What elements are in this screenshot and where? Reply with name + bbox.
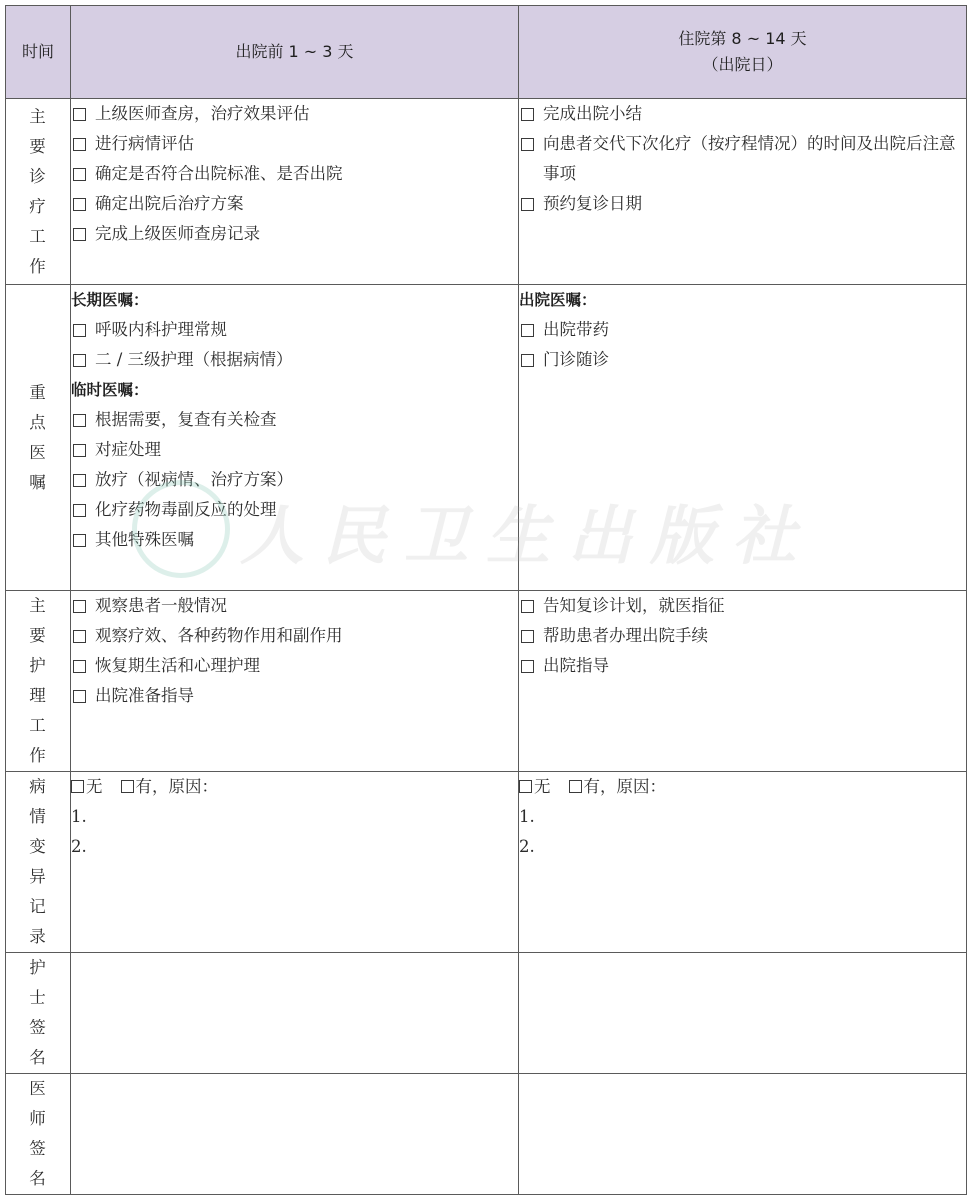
row-label-diagnosis <box>6 99 71 285</box>
doctor-signature-day-field[interactable] <box>519 1074 967 1195</box>
checklist-text: 告知复诊计划，就医指征 <box>543 596 725 615</box>
checkbox[interactable] <box>73 324 86 337</box>
header-pre-discharge: 出院前 1 ~ 3 天 <box>71 6 519 99</box>
doctor-signature-pre-field[interactable] <box>71 1074 519 1195</box>
checklist-item <box>71 159 518 189</box>
cell-orders-day <box>519 285 967 591</box>
checklist-text: 完成出院小结 <box>543 104 642 123</box>
checklist-text: 确定出院后治疗方案 <box>95 194 244 213</box>
label-line: 主要 <box>29 596 47 645</box>
checklist-text: 放疗（视病情、治疗方案） <box>95 470 293 489</box>
row-variance <box>6 772 967 953</box>
label-line: 护士 <box>29 958 47 1007</box>
checklist-item <box>519 189 966 219</box>
checkbox[interactable] <box>521 108 534 121</box>
cell-variance-pre <box>71 772 519 953</box>
checkbox[interactable] <box>521 324 534 337</box>
checkbox[interactable] <box>521 138 534 151</box>
row-nursing <box>6 591 967 772</box>
label-line: 记录 <box>29 897 47 946</box>
header-time: 时间 <box>6 6 71 99</box>
variance-reason-1[interactable]: 1. <box>71 807 87 826</box>
checklist-text: 观察疗效、各种药物作用和副作用 <box>95 626 343 645</box>
checklist-item <box>519 591 966 621</box>
checkbox-yes[interactable] <box>569 780 582 793</box>
row-nurse-signature <box>6 953 967 1074</box>
label-line: 护理 <box>29 656 47 705</box>
label-line: 点 <box>29 412 47 432</box>
checklist-item <box>71 219 518 249</box>
checklist-text: 确定是否符合出院标准、是否出院 <box>95 164 343 183</box>
checklist-item <box>71 465 518 495</box>
checklist-text: 出院指导 <box>543 656 609 675</box>
checklist-text: 门诊随诊 <box>543 350 609 369</box>
publisher-watermark: 人民卫生出版社 <box>240 499 814 574</box>
checkbox[interactable] <box>73 414 86 427</box>
checklist-item <box>71 651 518 681</box>
nurse-signature-day-field[interactable] <box>519 953 967 1074</box>
checkbox[interactable] <box>73 690 86 703</box>
variance-options <box>519 772 966 802</box>
cell-nursing-pre <box>71 591 519 772</box>
checklist-text: 出院准备指导 <box>95 686 194 705</box>
clinical-pathway-page <box>5 5 965 1188</box>
checklist-text: 呼吸内科护理常规 <box>95 320 227 339</box>
label-line: 医 <box>29 442 47 462</box>
checkbox[interactable] <box>521 630 534 643</box>
cell-nursing-day <box>519 591 967 772</box>
clinical-pathway-table <box>5 5 967 1195</box>
checkbox[interactable] <box>73 630 86 643</box>
row-label-nursing <box>6 591 71 772</box>
checklist-text: 其他特殊医嘱 <box>95 530 194 549</box>
option-none-label: 无 <box>534 777 551 796</box>
checkbox[interactable] <box>73 138 86 151</box>
checklist-text: 上级医师查房，治疗效果评估 <box>95 104 310 123</box>
checkbox-yes[interactable] <box>121 780 134 793</box>
long-term-orders-title: 长期医嘱： <box>71 291 149 309</box>
checklist-item <box>71 681 518 711</box>
checklist-item <box>519 345 966 375</box>
cell-variance-day <box>519 772 967 953</box>
nurse-signature-pre-field[interactable] <box>71 953 519 1074</box>
checklist-item <box>519 621 966 651</box>
checklist-item <box>71 435 518 465</box>
option-yes-label: 有，原因： <box>583 777 666 796</box>
checklist-item <box>519 99 966 129</box>
label-line: 重 <box>29 382 47 402</box>
checkbox[interactable] <box>521 600 534 613</box>
row-diagnosis <box>6 99 967 285</box>
checklist-text: 恢复期生活和心理护理 <box>95 656 260 675</box>
option-yes-label: 有，原因： <box>135 777 218 796</box>
label-line: 签名 <box>29 1139 47 1188</box>
checkbox[interactable] <box>73 198 86 211</box>
discharge-orders-title: 出院医嘱： <box>519 291 597 309</box>
checklist-item <box>71 621 518 651</box>
header-discharge-day-line2: （出院日） <box>702 55 783 74</box>
checklist-item <box>519 315 966 345</box>
header-row <box>6 6 967 99</box>
checklist-item <box>519 651 966 681</box>
checkbox[interactable] <box>73 228 86 241</box>
checklist-item <box>71 345 518 375</box>
label-line: 病情 <box>29 777 47 826</box>
checklist-text: 对症处理 <box>95 440 161 459</box>
header-discharge-day <box>519 6 967 99</box>
row-doctor-signature <box>6 1074 967 1195</box>
checklist-item <box>71 129 518 159</box>
checkbox[interactable] <box>73 444 86 457</box>
label-line: 签名 <box>29 1018 47 1067</box>
checklist-item <box>71 495 518 525</box>
checklist-text: 二 / 三级护理（根据病情） <box>95 350 293 369</box>
checkbox-none[interactable] <box>71 780 84 793</box>
checkbox[interactable] <box>73 660 86 673</box>
checklist-text: 向患者交代下次化疗（按疗程情况）的时间及出院后注意事项 <box>543 134 956 183</box>
checklist-text: 根据需要，复查有关检查 <box>95 410 277 429</box>
variance-reason-1[interactable]: 1. <box>519 807 535 826</box>
checkbox[interactable] <box>73 600 86 613</box>
label-line: 医师 <box>29 1079 47 1128</box>
label-line: 工作 <box>29 226 47 276</box>
label-line: 主要 <box>29 106 47 156</box>
variance-reason-2[interactable]: 2. <box>519 837 535 856</box>
checkbox[interactable] <box>73 168 86 181</box>
checklist-item <box>71 99 518 129</box>
checklist-item <box>71 189 518 219</box>
row-orders <box>6 285 967 591</box>
cell-diagnosis-pre <box>71 99 519 285</box>
label-line: 工作 <box>29 716 47 765</box>
checklist-item <box>71 525 518 555</box>
cell-orders-pre <box>71 285 519 591</box>
variance-options <box>71 772 518 802</box>
row-label-variance <box>6 772 71 953</box>
checklist-text: 帮助患者办理出院手续 <box>543 626 708 645</box>
checkbox[interactable] <box>521 198 534 211</box>
row-label-orders <box>6 285 71 591</box>
checklist-item <box>71 405 518 435</box>
checkbox-none[interactable] <box>519 780 532 793</box>
checkbox[interactable] <box>73 534 86 547</box>
checkbox[interactable] <box>521 354 534 367</box>
checklist-text: 观察患者一般情况 <box>95 596 227 615</box>
checkbox[interactable] <box>73 504 86 517</box>
row-label-nurse-signature <box>6 953 71 1074</box>
label-line: 嘱 <box>29 472 47 492</box>
row-label-doctor-signature <box>6 1074 71 1195</box>
cell-diagnosis-day <box>519 99 967 285</box>
checklist-item <box>519 129 966 189</box>
checklist-text: 出院带药 <box>543 320 609 339</box>
variance-reason-2[interactable]: 2. <box>71 837 87 856</box>
checkbox[interactable] <box>73 108 86 121</box>
option-none-label: 无 <box>86 777 103 796</box>
checkbox[interactable] <box>73 354 86 367</box>
checklist-text: 完成上级医师查房记录 <box>95 224 260 243</box>
checklist-item <box>71 591 518 621</box>
checklist-text: 化疗药物毒副反应的处理 <box>95 500 277 519</box>
checkbox[interactable] <box>521 660 534 673</box>
checklist-item <box>71 315 518 345</box>
label-line: 变异 <box>29 837 47 886</box>
checklist-text: 预约复诊日期 <box>543 194 642 213</box>
label-line: 诊疗 <box>29 166 47 216</box>
checkbox[interactable] <box>73 474 86 487</box>
checklist-text: 进行病情评估 <box>95 134 194 153</box>
temporary-orders-title: 临时医嘱： <box>71 381 149 399</box>
header-discharge-day-line1: 住院第 8 ~ 14 天 <box>678 29 807 48</box>
